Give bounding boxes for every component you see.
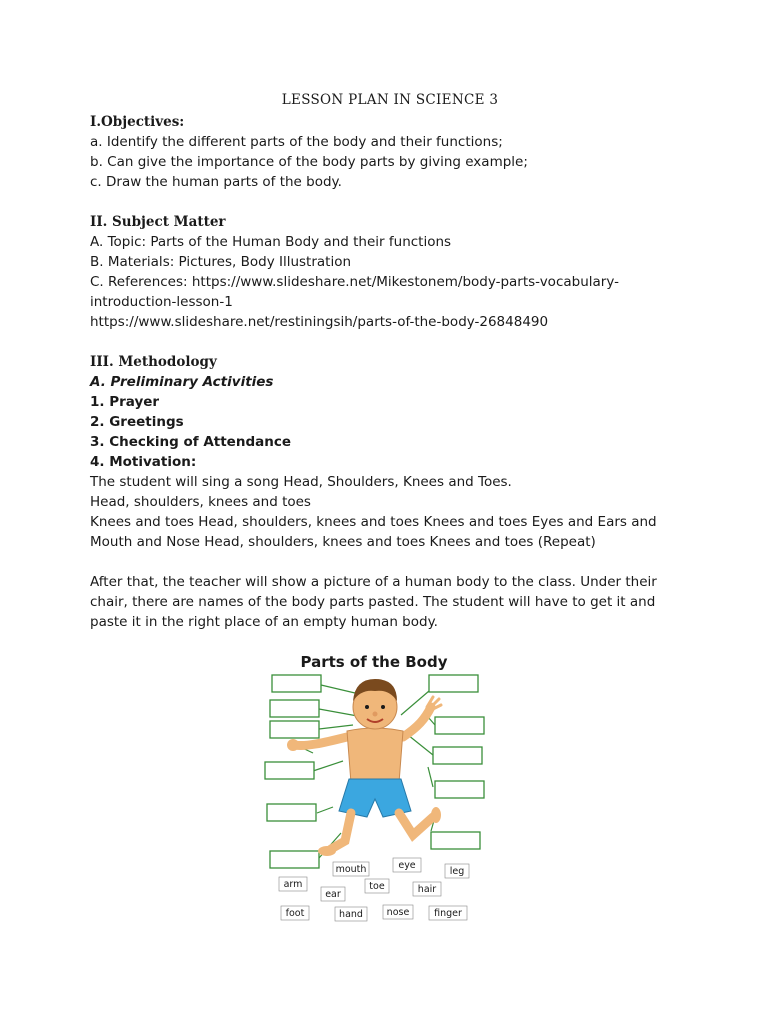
step-item: 4. Motivation:: [90, 454, 197, 470]
objective-item: a. Identify the different parts of the body and their functions;: [90, 134, 503, 150]
paragraph-line: chair, there are names of the body parts pasted. The student will have to get it and: [90, 594, 656, 610]
objective-item: b. Can give the importance of the body parts by giving example;: [90, 154, 528, 170]
word-label: ear: [325, 889, 341, 900]
document-title: LESSON PLAN IN SCIENCE 3: [281, 92, 499, 108]
figure-title: Parts of the Body: [300, 653, 448, 671]
objectives-heading: I.Objectives:: [90, 114, 185, 130]
motivation-line: The student will sing a song Head, Shoulders, Knees and Toes.: [90, 474, 512, 490]
references-line: https://www.slideshare.net/restiningsih/parts-of-the-body-26848490: [90, 314, 549, 330]
motivation-line: Knees and toes Head, shoulders, knees and toes Knees and toes Eyes and Ears and: [90, 514, 657, 530]
word-label: mouth: [335, 864, 367, 875]
step-item: 1. Prayer: [90, 394, 160, 410]
word-label: foot: [285, 908, 305, 919]
objective-item: c. Draw the human parts of the body.: [90, 174, 342, 190]
word-label: leg: [449, 866, 465, 877]
word-label: toe: [369, 881, 385, 892]
references-line: C. References: https://www.slideshare.net/Mikestonem/body-parts-vocabulary-: [90, 274, 619, 290]
motivation-line: Mouth and Nose Head, shoulders, knees and toes Knees and toes (Repeat): [90, 534, 596, 550]
methodology-heading: III. Methodology: [90, 354, 217, 370]
motivation-line: Head, shoulders, knees and toes: [90, 494, 311, 510]
lesson-plan-document: [90, 92, 690, 632]
word-label: arm: [283, 879, 303, 890]
word-label: hand: [339, 909, 363, 920]
word-label: hair: [417, 884, 437, 895]
paragraph-line: After that, the teacher will show a picture of a human body to the class. Under their: [90, 574, 657, 590]
step-item: 3. Checking of Attendance: [90, 434, 291, 450]
word-label: finger: [434, 908, 462, 919]
paragraph-line: paste it in the right place of an empty human body.: [90, 614, 438, 630]
word-label: nose: [386, 907, 410, 918]
references-line: introduction-lesson-1: [90, 294, 233, 310]
preliminary-activities-heading: A. Preliminary Activities: [90, 374, 274, 390]
word-label: eye: [398, 860, 416, 871]
subject-matter-heading: II. Subject Matter: [90, 214, 226, 230]
step-item: 2. Greetings: [90, 414, 184, 430]
materials-line: B. Materials: Pictures, Body Illustration: [90, 254, 352, 270]
body-illustration: [263, 645, 485, 930]
topic-line: A. Topic: Parts of the Human Body and their functions: [90, 234, 452, 250]
parts-of-body-figure: [263, 645, 485, 930]
